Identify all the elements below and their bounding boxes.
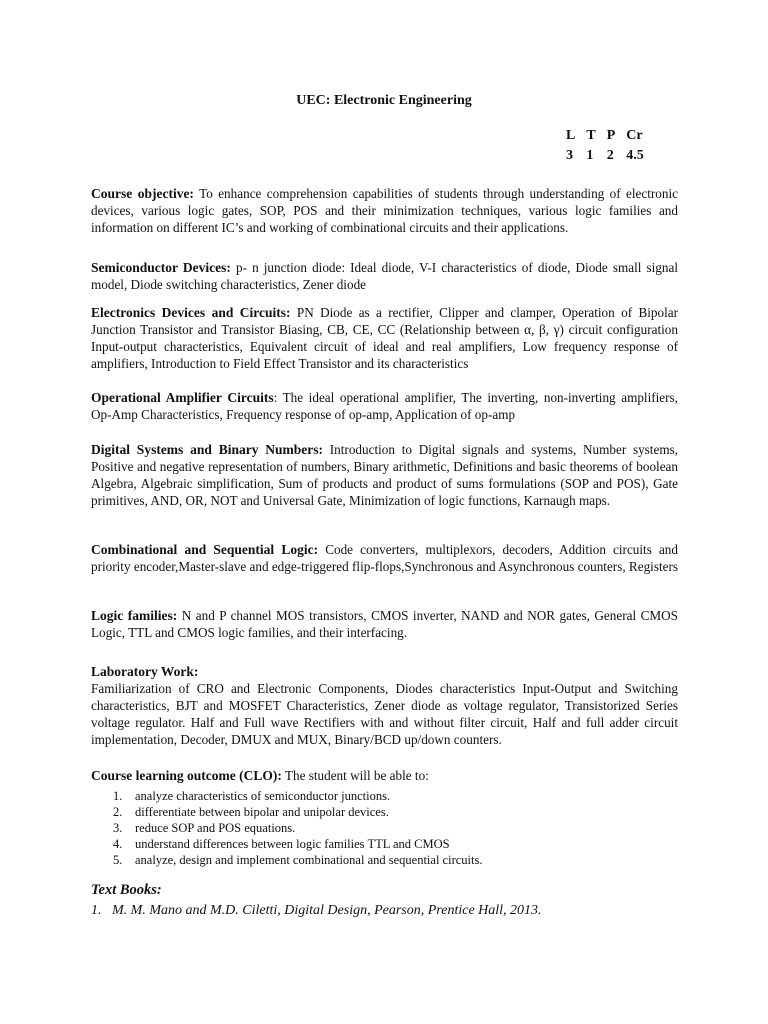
list-item <box>113 788 482 804</box>
section-text: Introduction to Digital signals and systems, Number systems, Positive and negative representation of numbers, Binary arithmetic, Definitions and basic theorems of boolean Algebra, Algebraic simplification, Sum of products and product of sums formulations (SOP and POS), Gate primitives, AND, OR, NOT and Universal Gate, Minimization of logic functions, Karnaugh maps. <box>91 442 679 508</box>
section-electronics-devices <box>91 304 678 372</box>
laboratory-work-label: Laboratory Work: <box>91 664 199 679</box>
section-digital-systems <box>91 441 678 509</box>
section-operational-amplifier <box>91 389 678 423</box>
list-item-number: 4. <box>113 837 123 851</box>
credits-value-row <box>566 146 655 166</box>
credits-header-t: T <box>586 128 596 143</box>
list-item-number: 2. <box>113 805 123 819</box>
list-item-text: differentiate between bipolar and unipolar devices. <box>135 805 389 819</box>
text-book-text: M. M. Mano and M.D. Ciletti, Digital Design, Pearson, Prentice Hall, 2013. <box>112 903 542 918</box>
section-text: PN Diode as a rectifier, Clipper and clamper, Operation of Bipolar Junction Transistor and Transistor Biasing, CB, CE, CC (Relationship between α, β, γ) circuit configuration Input-output characteristics, Equivalent circuit of ideal and real amplifiers, Low frequency response of amplifiers, Introduction to Field Effect Transistor and its characteristics <box>91 305 679 371</box>
section-label: Semiconductor Devices: <box>91 260 231 275</box>
section-text: : The ideal operational amplifier, The inverting, non-inverting amplifiers, Op-Amp Characteristics, Frequency response of op-amp, Application of op-amp <box>91 390 678 422</box>
section-combinational-logic <box>91 541 678 575</box>
course-learning-outcome <box>91 767 678 784</box>
text-book-number: 1. <box>91 903 102 918</box>
credits-header-p: P <box>606 128 616 143</box>
section-label: Logic families: <box>91 608 178 623</box>
course-title: UEC: Electronic Engineering <box>296 93 472 108</box>
list-item <box>113 804 482 820</box>
section-text: p- n junction diode: Ideal diode, V-I characteristics of diode, Diode small signal model, Diode switching characteristics, Zener diode <box>91 260 678 292</box>
laboratory-work-text: Familiarization of CRO and Electronic Components, Diodes characteristics Input-Output and Switching characteristics, BJT and MOSFET Characteristics, Zener diode as voltage regulator, Transistorized Series voltage regulator. Half and Full wave Rectifiers with and without filter circuit, Half and full adder circuit implementation, Decoder, DMUX and MUX, Binary/BCD up/down counters. <box>91 681 678 747</box>
list-item <box>113 820 482 836</box>
credits-header-l: L <box>566 128 576 143</box>
section-label: Electronics Devices and Circuits: <box>91 305 291 320</box>
credits-value-l: 3 <box>566 148 573 163</box>
credits-table <box>566 126 655 166</box>
section-logic-families <box>91 607 678 641</box>
text-book-item <box>91 903 691 919</box>
list-item-text: reduce SOP and POS equations. <box>135 821 296 835</box>
section-text: Code converters, multiplexors, decoders, Addition circuits and priority encoder,Master-slave and edge-triggered flip-flops,Synchronous and Asynchronous counters, Registers <box>91 542 678 574</box>
laboratory-work <box>91 663 678 748</box>
section-label: Operational Amplifier Circuits <box>91 390 274 405</box>
text-books-heading: Text Books: <box>91 882 162 898</box>
credits-value-p: 2 <box>606 148 614 163</box>
section-text: N and P channel MOS transistors, CMOS inverter, NAND and NOR gates, General CMOS Logic, TTL and CMOS logic families, and their interfacing. <box>91 608 678 640</box>
credits-header-row <box>566 126 655 146</box>
list-item-text: analyze, design and implement combinational and sequential circuits. <box>135 853 483 867</box>
course-objective-text: To enhance comprehension capabilities of students through understanding of electronic devices, various logic gates, SOP, POS and their minimization techniques, various logic families and information on different IC’s and working of combinational circuits and their applications. <box>91 186 679 235</box>
credits-header-cr: Cr <box>626 128 643 143</box>
clo-list <box>113 788 482 868</box>
clo-intro: The student will be able to: <box>281 768 429 783</box>
section-label: Digital Systems and Binary Numbers: <box>91 442 324 457</box>
course-objective-label: Course objective: <box>91 186 194 201</box>
credits-value-cr: 4.5 <box>626 148 644 163</box>
list-item-text: understand differences between logic families TTL and CMOS <box>135 837 450 851</box>
list-item-number: 5. <box>113 853 123 867</box>
list-item-number: 1. <box>113 789 123 803</box>
section-semiconductor-devices <box>91 259 678 293</box>
list-item <box>113 852 482 868</box>
list-item-text: analyze characteristics of semiconductor junctions. <box>135 789 391 803</box>
list-item-number: 3. <box>113 821 123 835</box>
credits-value-t: 1 <box>586 148 594 163</box>
list-item <box>113 836 482 852</box>
section-label: Combinational and Sequential Logic: <box>91 542 319 557</box>
clo-label: Course learning outcome (CLO): <box>91 768 282 783</box>
course-objective <box>91 185 678 236</box>
